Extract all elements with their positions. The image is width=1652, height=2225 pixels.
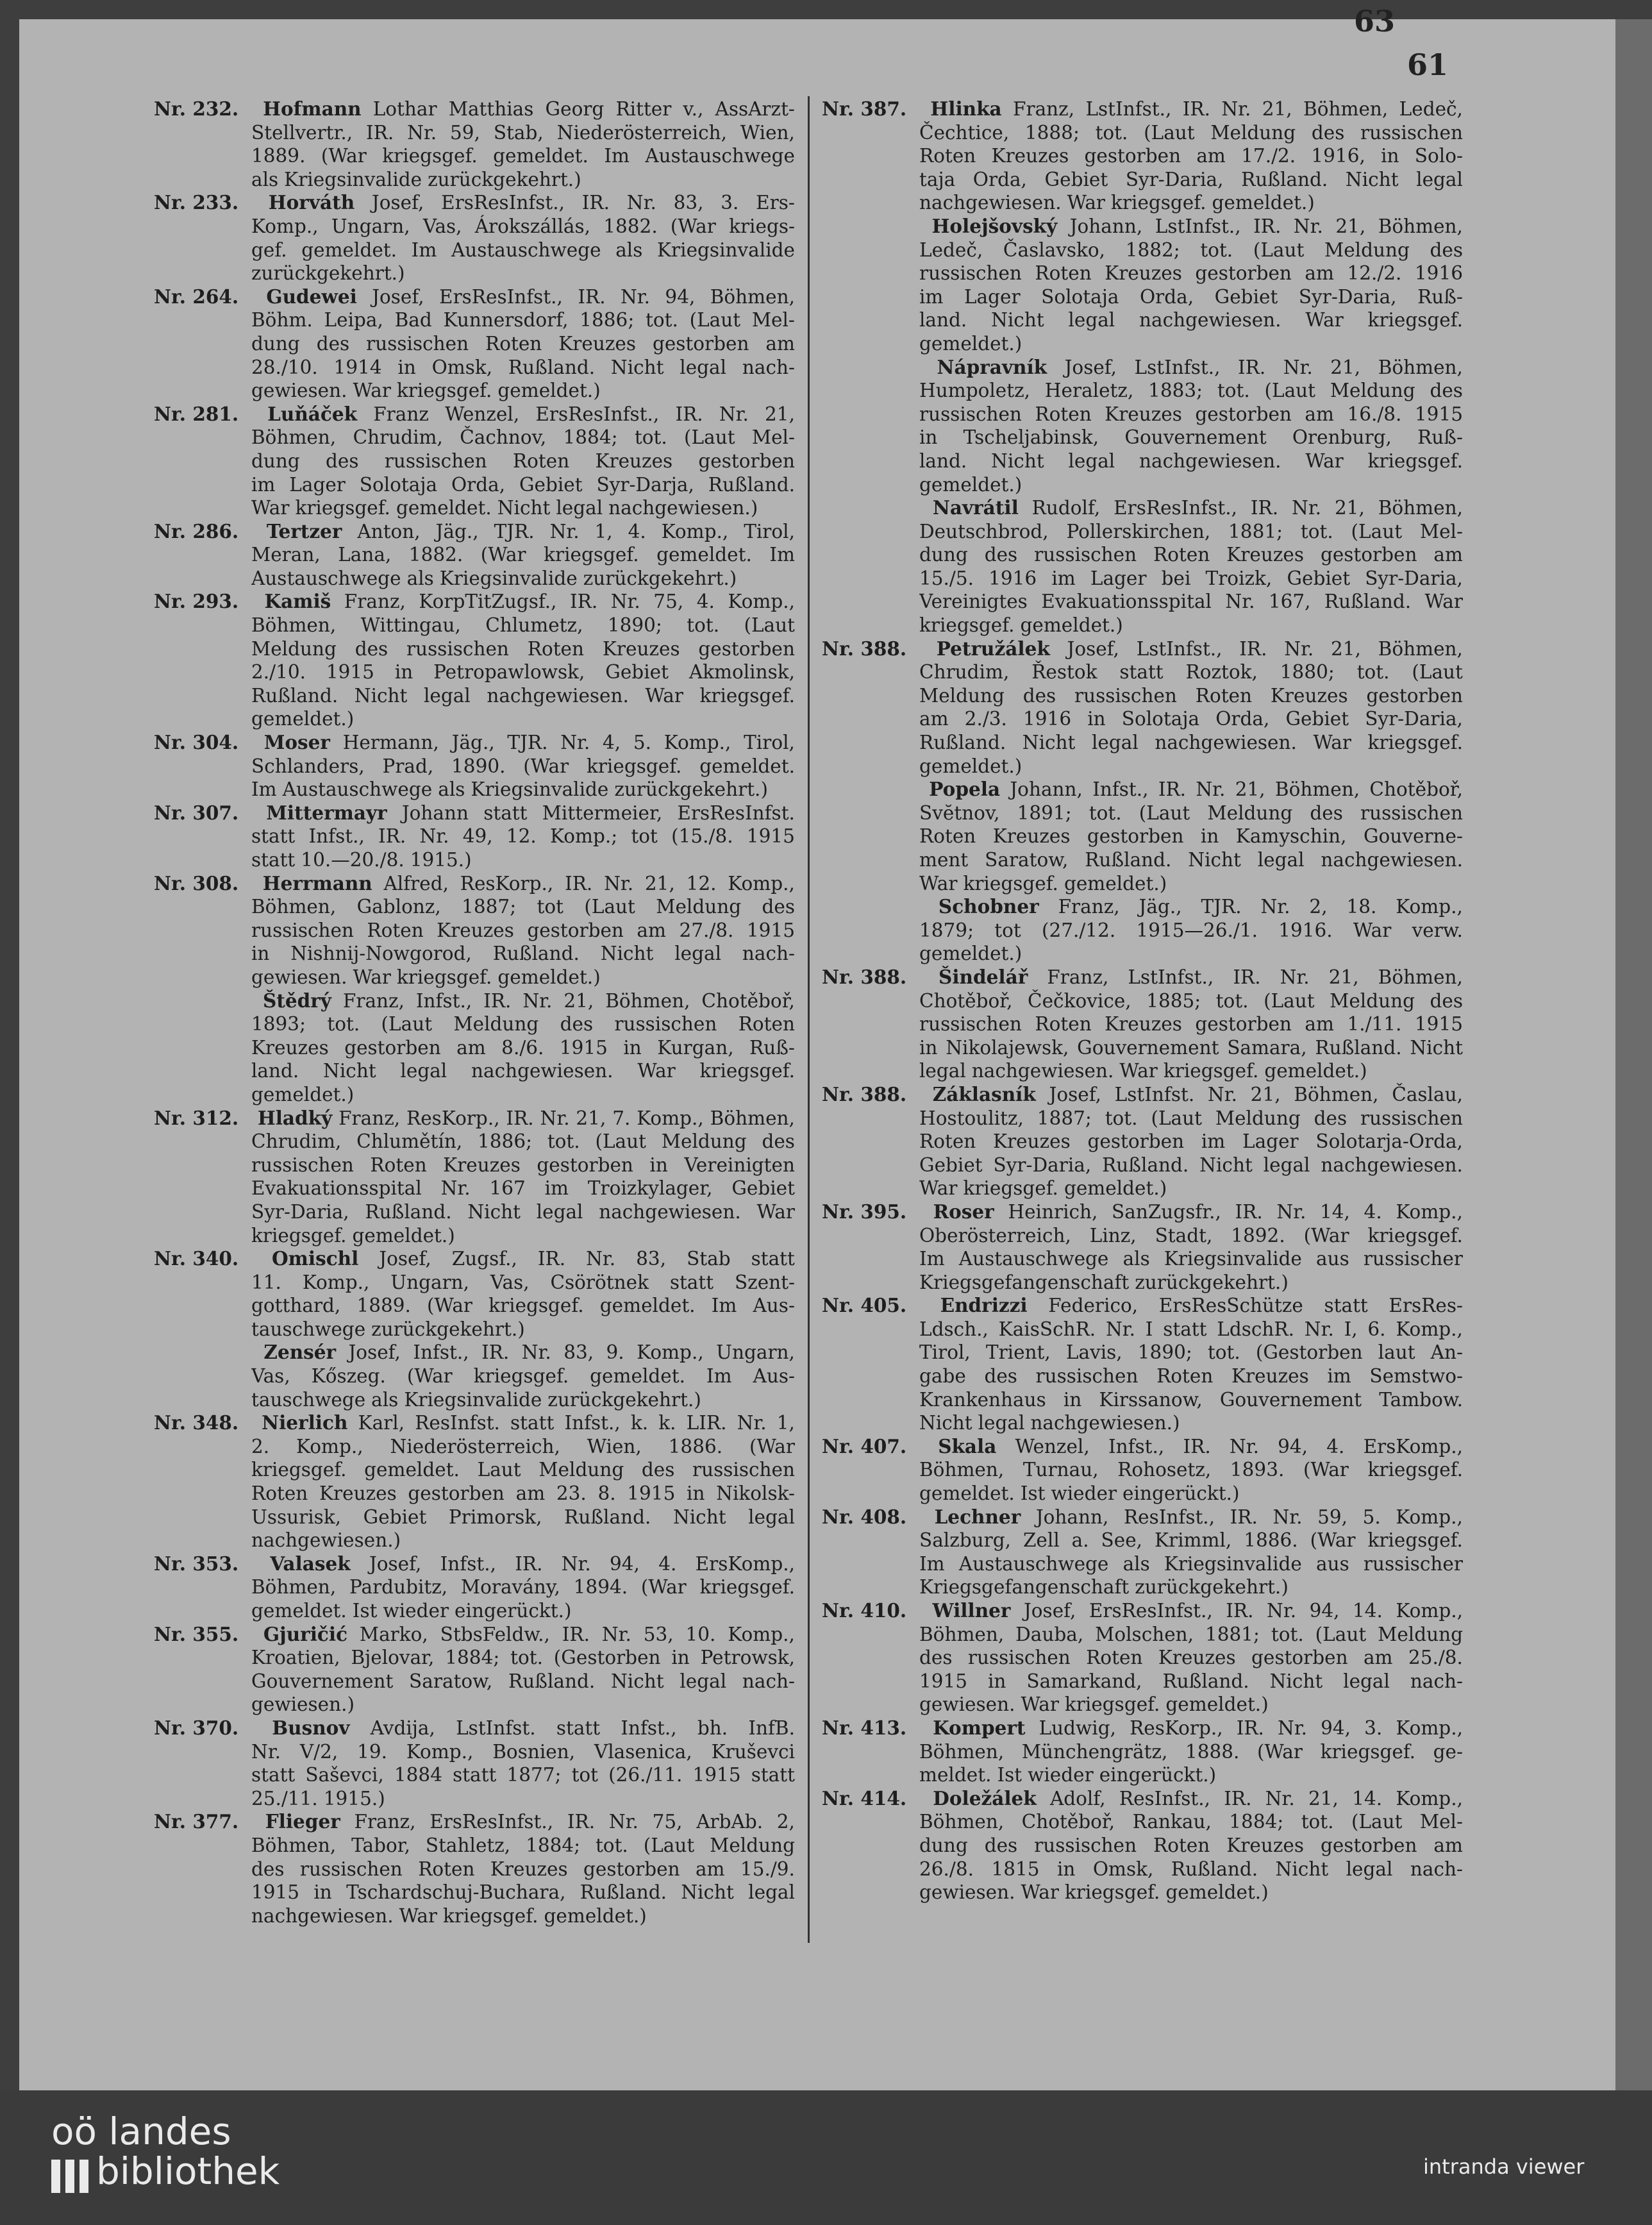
entry-number: Nr. 264.	[154, 285, 239, 308]
entry-line: dung des russischen Roten Kreuzes gestorben am	[919, 1834, 1463, 1856]
entry-line: Nicht legal nachgewiesen.)	[919, 1412, 1180, 1434]
entry-line: gotthard, 1889. (War kriegsgef. gemeldet. Im Aus-	[251, 1295, 795, 1317]
entry-line: im Lager Solotaja Orda, Gebiet Syr-Darja, Rußland.	[251, 473, 795, 496]
entry	[822, 496, 1463, 637]
entry-line: Nr. 355. Gjuričić Marko, StbsFeldw., IR. Nr. 53, 10. Komp.,	[154, 1622, 795, 1645]
entry-line: Nr. 308. Herrmann Alfred, ResKorp., IR. Nr. 21, 12. Komp.,	[154, 871, 795, 894]
entry-number: Nr. 340.	[154, 1247, 239, 1270]
entry-line: in Nikolajewsk, Gouvernement Samara, Rußland. Nicht	[919, 1036, 1463, 1059]
entry-line: land. Nicht legal nachgewiesen. War kriegsgef.	[919, 449, 1463, 472]
entry-line: Nr. 340. Omischl Josef, Zugsf., IR. Nr. 83, Stab statt	[154, 1247, 795, 1270]
entry-line: russischen Roten Kreuzes gestorben am 27./8. 1915	[251, 919, 795, 941]
entry	[822, 637, 1463, 778]
entry	[154, 403, 795, 520]
entry	[154, 1341, 795, 1411]
entry-line: Nr. 353. Valasek Josef, Infst., IR. Nr. 94, 4. ErsKomp.,	[154, 1552, 795, 1575]
entry-number: Nr. 304.	[154, 731, 239, 754]
entry-number: Nr. 414.	[822, 1786, 907, 1809]
entry-line: 1915 in Tschardschuj-Buchara, Rußland. Nicht legal	[251, 1881, 795, 1904]
entry-number: Nr. 348.	[154, 1411, 239, 1434]
entry-line: 28./10. 1914 in Omsk, Rußland. Nicht legal nach-	[251, 356, 795, 378]
entry-line: legal nachgewiesen. War kriegsgef. gemeldet.)	[919, 1060, 1367, 1082]
entry-line: Nr. 232. Hofmann Lothar Matthias Georg Ritter v., AssArzt-	[154, 97, 795, 120]
entry	[822, 895, 1463, 966]
entry-line: Vas, Kőszeg. (War kriegsgef. gemeldet. Im Aus-	[251, 1365, 795, 1388]
entry	[154, 191, 795, 285]
entry-line: tauschwege zurückgekehrt.)	[251, 1318, 525, 1340]
entry-number: Nr. 410.	[822, 1599, 907, 1622]
entry-line: Kriegsgefangenschaft zurückgekehrt.)	[919, 1271, 1289, 1293]
entry-line: gemeldet.)	[919, 755, 1022, 777]
column-divider	[808, 96, 810, 1943]
entry-line: Nr. 414. Doležálek Adolf, ResInfst., IR. Nr. 21, 14. Komp.,	[822, 1786, 1463, 1809]
entry-line: russischen Roten Kreuzes gestorben am 1./11. 1915	[919, 1013, 1463, 1036]
entry-line: Svĕtnov, 1891; tot. (Laut Meldung des russischen	[919, 802, 1463, 824]
entry-line: 1889. (War kriegsgef. gemeldet. Im Austauschwege	[251, 145, 795, 167]
entry-line: Nr. 348. Nierlich Karl, ResInfst. statt Infst., k. k. LIR. Nr. 1,	[154, 1411, 795, 1434]
entry-line: War kriegsgef. gemeldet. Nicht legal nachgewiesen.)	[251, 497, 758, 519]
entry	[154, 872, 795, 989]
entry-number: Nr. 281.	[154, 402, 239, 425]
entry-line: Komp., Ungarn, Vas, Árokszállás, 1882. (War kriegs-	[251, 215, 795, 237]
entry-line: Kroatien, Bjelovar, 1884; tot. (Gestorben in Petrowsk,	[251, 1647, 795, 1669]
entry	[154, 1247, 795, 1341]
entry-line: 1893; tot. (Laut Meldung des russischen Roten	[251, 1013, 795, 1036]
entry-line: Böhmen, Turnau, Rohosetz, 1893. (War kriegsgef.	[919, 1459, 1463, 1481]
entry-line: Meldung des russischen Roten Kreuzes gestorben	[919, 684, 1463, 707]
entry	[822, 1599, 1463, 1717]
entry-line: Im Austauschwege als Kriegsinvalide aus russischer	[919, 1552, 1463, 1575]
entry	[822, 1435, 1463, 1506]
entry-line: Nr. 281. Luňáček Franz Wenzel, ErsResInfst., IR. Nr. 21,	[154, 402, 795, 425]
left-column	[154, 97, 795, 1927]
entry-line: russischen Roten Kreuzes gestorben am 16./8. 1915	[919, 403, 1463, 425]
entry-line: Nápravník Josef, LstInfst., IR. Nr. 21, Böhmen,	[822, 356, 1463, 380]
entry-line: des russischen Roten Kreuzes gestorben am 15./9.	[251, 1858, 795, 1880]
entry-line: nachgewiesen. War kriegsgef. gemeldet.)	[251, 1904, 647, 1927]
entry-line: Syr-Daria, Rußland. Nicht legal nachgewiesen. War	[251, 1200, 795, 1223]
entry-line: gemeldet. Ist wieder eingerückt.)	[251, 1600, 572, 1622]
entry-line: Roten Kreuzes gestorben am 23. 8. 1915 in Nikolsk-	[251, 1482, 795, 1505]
viewer-label: intranda viewer	[1423, 2154, 1585, 2179]
entry-line: 26./8. 1815 in Omsk, Rußland. Nicht legal nach-	[919, 1858, 1463, 1880]
entry-line: Kreuzes gestorben am 8./6. 1915 in Kurgan, Ruß-	[251, 1036, 795, 1059]
entry	[154, 989, 795, 1107]
entry-line: Gouvernement Saratow, Rußland. Nicht legal nach-	[251, 1670, 795, 1692]
entry-line: 25./11. 1915.)	[251, 1787, 385, 1809]
entry-line: russischen Roten Kreuzes gestorben am 12./2. 1916	[919, 262, 1463, 285]
entry-number: Nr. 308.	[154, 871, 239, 894]
entry-line: statt 10.—20./8. 1915.)	[251, 849, 472, 871]
entry-line: Nr. 407. Skala Wenzel, Infst., IR. Nr. 94, 4. ErsKomp.,	[822, 1434, 1463, 1457]
entry	[822, 97, 1463, 215]
entry-number	[822, 496, 919, 520]
entry-line: gemeldet. Ist wieder eingerückt.)	[919, 1482, 1240, 1505]
entry-line: Popela Johann, Infst., IR. Nr. 21, Böhmen, Chotěboř,	[822, 778, 1463, 802]
entry-line: kriegsgef. gemeldet.)	[251, 1224, 455, 1247]
entry	[822, 1717, 1463, 1787]
entry-line: Nr. 388. Šindelář Franz, LstInfst., IR. Nr. 21, Böhmen,	[822, 965, 1463, 988]
entry-number: Nr. 232.	[154, 97, 239, 120]
entry-line: Nr. 413. Kompert Ludwig, ResKorp., IR. Nr. 94, 3. Komp.,	[822, 1716, 1463, 1739]
entry-line: Navrátil Rudolf, ErsResInfst., IR. Nr. 21, Böhmen,	[822, 496, 1463, 520]
library-logo-icon	[51, 2160, 90, 2193]
entry-line: als Kriegsinvalide zurückgekehrt.)	[251, 168, 581, 190]
entry-number: Nr. 413.	[822, 1716, 907, 1739]
entry-line: Ussurisk, Gebiet Primorsk, Rußland. Nicht legal	[251, 1506, 795, 1528]
entry-line: gewiesen.)	[251, 1693, 355, 1716]
entry-line: 11. Komp., Ungarn, Vas, Csörötnek statt Szent-	[251, 1271, 795, 1293]
entry-line: Tirol, Trient, Lavis, 1890; tot. (Gestorben laut An-	[919, 1341, 1463, 1364]
entry-line: Nr. 293. Kamiš Franz, KorpTitZugsf., IR. Nr. 75, 4. Komp.,	[154, 590, 795, 613]
entry-line: Im Austauschwege als Kriegsinvalide zurückgekehrt.)	[251, 778, 768, 801]
entry-line: gemeldet.)	[919, 473, 1022, 496]
entry-number: Nr. 307.	[154, 801, 239, 824]
entry-line: zurückgekehrt.)	[251, 262, 405, 285]
entry-line: gemeldet.)	[251, 1083, 355, 1105]
entry-number: Nr. 233.	[154, 191, 239, 214]
entry	[822, 1787, 1463, 1904]
entry-line: Deutschbrod, Pollerskirchen, 1881; tot. (Laut Mel-	[919, 520, 1463, 542]
entry-line: in Tscheljabinsk, Gouvernement Orenburg, Ruß-	[919, 426, 1463, 449]
entry-number: Nr. 387.	[822, 97, 907, 120]
entry-line: statt Infst., IR. Nr. 49, 12. Komp.; tot (15./8. 1915	[251, 825, 795, 848]
entry-line: im Lager Solotaja Orda, Gebiet Syr-Daria, Ruß-	[919, 285, 1463, 308]
entry-line: Meran, Lana, 1882. (War kriegsgef. gemeldet. Im	[251, 544, 795, 566]
entry-line: nachgewiesen. War kriegsgef. gemeldet.)	[919, 192, 1315, 214]
entry-line: gewiesen. War kriegsgef. gemeldet.)	[251, 380, 601, 402]
entry-line: Ldsch., KaisSchR. Nr. I statt LdschR. Nr. I, 6. Komp.,	[919, 1318, 1463, 1340]
entry	[822, 1200, 1463, 1294]
entry-line: Meldung des russischen Roten Kreuzes gestorben	[251, 637, 795, 660]
entry-line: kriegsgef. gemeldet.)	[919, 614, 1123, 637]
entry-number: Nr. 408.	[822, 1505, 907, 1528]
entry-number: Nr. 388.	[822, 965, 907, 988]
entry	[154, 1552, 795, 1623]
entry-line: dung des russischen Roten Kreuzes gestorben am	[251, 332, 795, 355]
library-logo-line2: bibliothek	[96, 2149, 280, 2193]
entry-line: War kriegsgef. gemeldet.)	[919, 1177, 1167, 1200]
entry-line: Schlanders, Prad, 1890. (War kriegsgef. gemeldet.	[251, 755, 795, 777]
entry	[154, 520, 795, 591]
entry-line: Nr. 286. Tertzer Anton, Jäg., TJR. Nr. 1, 4. Komp., Tirol,	[154, 519, 795, 542]
entry-line: Böhmen, Dauba, Molschen, 1881; tot. (Laut Meldung	[919, 1623, 1463, 1645]
entry-line: 15./5. 1916 im Lager bei Troizk, Gebiet Syr-Daria,	[919, 567, 1463, 589]
entry-line: Nr. 395. Roser Heinrich, SanZugsfr., IR. Nr. 14, 4. Komp.,	[822, 1200, 1463, 1223]
entry-line: land. Nicht legal nachgewiesen. War kriegsgef.	[919, 309, 1463, 332]
entry-line: gewiesen. War kriegsgef. gemeldet.)	[919, 1693, 1269, 1716]
entry-line: Štědrý Franz, Infst., IR. Nr. 21, Böhmen, Chotěboř,	[154, 989, 795, 1013]
entry-number	[822, 356, 919, 380]
entry-line: Humpoletz, Heraletz, 1883; tot. (Laut Meldung des	[919, 380, 1463, 402]
entry-line: Nr. 233. Horváth Josef, ErsResInfst., IR. Nr. 83, 3. Ers-	[154, 191, 795, 214]
entry-line: in Nishnij-Nowgorod, Rußland. Nicht legal nach-	[251, 943, 795, 965]
entry-line: Böhmen, Chrudim, Čachnov, 1884; tot. (Laut Mel-	[251, 426, 795, 449]
entry-line: Evakuationsspital Nr. 167 im Troizkylager, Gebiet	[251, 1177, 795, 1200]
entry-line: War kriegsgef. gemeldet.)	[919, 872, 1167, 894]
right-column	[822, 97, 1463, 1904]
entry-line: Nr. 405. Endrizzi Federico, ErsResSchütze statt ErsRes-	[822, 1294, 1463, 1317]
entry-line: Nr. 387. Hlinka Franz, LstInfst., IR. Nr. 21, Böhmen, Ledeč,	[822, 97, 1463, 120]
entry-line: Böhmen, Pardubitz, Moravány, 1894. (War kriegsgef.	[251, 1576, 795, 1599]
entry-line: gef. gemeldet. Im Austauschwege als Kriegsinvalide	[251, 239, 795, 261]
entry-line: Nr. 408. Lechner Johann, ResInfst., IR. Nr. 59, 5. Komp.,	[822, 1505, 1463, 1528]
entry-line: Rußland. Nicht legal nachgewiesen. War kriegsgef.	[251, 684, 795, 707]
entry-line: Hostoulitz, 1887; tot. (Laut Meldung des russischen	[919, 1107, 1463, 1129]
entry-line: taja Orda, Gebiet Syr-Daria, Rußland. Nicht legal	[919, 168, 1463, 190]
entry-line: gemeldet.)	[919, 332, 1022, 355]
entry-number	[822, 895, 919, 919]
entry-line: meldet. Ist wieder eingerückt.)	[919, 1764, 1217, 1786]
entry-line: gemeldet.)	[251, 708, 355, 730]
entry	[154, 1411, 795, 1552]
entry-line: Zensér Josef, Infst., IR. Nr. 83, 9. Komp., Ungarn,	[154, 1341, 795, 1364]
page-number-outer: 63	[1354, 4, 1396, 38]
entry-number	[154, 989, 251, 1013]
entry	[154, 802, 795, 872]
entry	[822, 356, 1463, 497]
entry	[822, 966, 1463, 1083]
entry-number	[154, 1341, 251, 1364]
entry	[822, 1294, 1463, 1435]
page-edge	[1615, 19, 1652, 2090]
entry-line: ment Saratow, Rußland. Nicht legal nachgewiesen.	[919, 849, 1463, 871]
entry-line: Nr. 410. Willner Josef, ErsResInfst., IR. Nr. 94, 14. Komp.,	[822, 1599, 1463, 1622]
entry	[154, 285, 795, 403]
entry-line: Nr. 307. Mittermayr Johann statt Mittermeier, ErsResInfst.	[154, 801, 795, 824]
entry-line: Nr. 370. Busnov Avdija, LstInfst. statt Infst., bh. InfB.	[154, 1716, 795, 1739]
entry-line: Böhmen, Tabor, Stahletz, 1884; tot. (Laut Meldung	[251, 1834, 795, 1856]
entry-line: gewiesen. War kriegsgef. gemeldet.)	[251, 966, 601, 988]
entry-line: dung des russischen Roten Kreuzes gestorben	[251, 449, 795, 472]
entry-line: tauschwege als Kriegsinvalide zurückgekehrt.)	[251, 1388, 701, 1411]
entry-line: Oberösterreich, Linz, Stadt, 1892. (War kriegsgef.	[919, 1224, 1463, 1247]
entry-line: gewiesen. War kriegsgef. gemeldet.)	[919, 1881, 1269, 1904]
entry-line: Stellvertr., IR. Nr. 59, Stab, Niederösterreich, Wien,	[251, 121, 795, 144]
entry-number: Nr. 286.	[154, 519, 239, 542]
entry-line: Austauschwege als Kriegsinvalide zurückgekehrt.)	[251, 567, 737, 589]
entry-number: Nr. 395.	[822, 1200, 907, 1223]
entry	[154, 1717, 795, 1810]
entry-line: Roten Kreuzes gestorben in Kamyschin, Gouverne-	[919, 825, 1463, 848]
entry-line: Nr. 304. Moser Hermann, Jäg., TJR. Nr. 4, 5. Komp., Tirol,	[154, 731, 795, 754]
entry-line: Schobner Franz, Jäg., TJR. Nr. 2, 18. Komp.,	[822, 895, 1463, 919]
entry-line: des russischen Roten Kreuzes gestorben am 25./8.	[919, 1647, 1463, 1669]
entry-line: statt Saševci, 1884 statt 1877; tot (26./11. 1915 statt	[251, 1764, 795, 1786]
entry-line: Roten Kreuzes gestorben im Lager Solotarja-Orda,	[919, 1130, 1463, 1153]
viewer-footer	[0, 2090, 1652, 2225]
entry-line: Krankenhaus in Kirssanow, Gouvernement Tambow.	[919, 1388, 1463, 1411]
entry-number: Nr. 293.	[154, 590, 239, 613]
entry-number	[822, 215, 919, 239]
entry-line: am 2./3. 1916 in Solotaja Orda, Gebiet Syr-Daria,	[919, 708, 1463, 730]
entry	[154, 1623, 795, 1717]
entry-line: Nr. 312. Hladký Franz, ResKorp., IR. Nr. 21, 7. Komp., Böhmen,	[154, 1106, 795, 1129]
entry-line: Roten Kreuzes gestorben am 17./2. 1916, in Solo-	[919, 145, 1463, 167]
entry-line: gemeldet.)	[919, 943, 1022, 965]
entry-line: Nr. 264. Gudewei Josef, ErsResInfst., IR. Nr. 94, Böhmen,	[154, 285, 795, 308]
entry-number: Nr. 355.	[154, 1622, 239, 1645]
entry	[154, 1107, 795, 1248]
entry-line: 2. Komp., Niederösterreich, Wien, 1886. (War	[251, 1435, 795, 1457]
entry-line: Chrudim, Řestok statt Roztok, 1880; tot. (Laut	[919, 661, 1463, 684]
entry-line: gabe des russischen Roten Kreuzes im Semstwo-	[919, 1365, 1463, 1388]
entry-line: Nr. 377. Flieger Franz, ErsResInfst., IR. Nr. 75, ArbAb. 2,	[154, 1810, 795, 1833]
entry-number: Nr. 353.	[154, 1552, 239, 1575]
entry	[154, 590, 795, 731]
entry-line: russischen Roten Kreuzes gestorben in Vereinigten	[251, 1154, 795, 1176]
entry-line: Vereinigtes Evakuationsspital Nr. 167, Rußland. War	[919, 591, 1463, 613]
entry-line: Čechtice, 1888; tot. (Laut Meldung des russischen	[919, 121, 1463, 144]
entry-line: dung des russischen Roten Kreuzes gestorben am	[919, 544, 1463, 566]
entry-line: Böhmen, Chotěboř, Rankau, 1884; tot. (Laut Mel-	[919, 1811, 1463, 1833]
entry-line: Nr. 388. Záklasník Josef, LstInfst. Nr. 21, Böhmen, Časlau,	[822, 1082, 1463, 1105]
entry-number: Nr. 407.	[822, 1434, 907, 1457]
entry-line: Rußland. Nicht legal nachgewiesen. War kriegsgef.	[919, 732, 1463, 754]
entry-number: Nr. 370.	[154, 1716, 239, 1739]
page-number-inner: 61	[1407, 47, 1449, 82]
entry-number	[822, 778, 919, 802]
entry-line: Böhm. Leipa, Bad Kunnersdorf, 1886; tot. (Laut Mel-	[251, 309, 795, 332]
entry-line: Ledeč, Časlavsko, 1882; tot. (Laut Meldung des	[919, 239, 1463, 261]
entry-line: Böhmen, Münchengrätz, 1888. (War kriegsgef. ge-	[919, 1740, 1463, 1763]
entry-line: Gebiet Syr-Daria, Rußland. Nicht legal nachgewiesen.	[919, 1154, 1463, 1176]
entry-line: Holejšovský Johann, LstInfst., IR. Nr. 21, Böhmen,	[822, 215, 1463, 239]
entry-line: Im Austauschwege als Kriegsinvalide aus russischer	[919, 1248, 1463, 1270]
entry-number: Nr. 405.	[822, 1294, 907, 1317]
entry-line: kriegsgef. gemeldet. Laut Meldung des russischen	[251, 1459, 795, 1481]
entry-line: nachgewiesen.)	[251, 1529, 401, 1552]
entry-line: 1915 in Samarkand, Rußland. Nicht legal nach-	[919, 1670, 1463, 1692]
entry	[822, 1083, 1463, 1200]
entry	[822, 778, 1463, 895]
entry-line: Böhmen, Gablonz, 1887; tot (Laut Meldung des	[251, 896, 795, 918]
entry-line: 1879; tot (27./12. 1915—26./1. 1916. War verw.	[919, 919, 1463, 941]
entry	[154, 1810, 795, 1927]
entry	[822, 1506, 1463, 1599]
entry-line: Salzburg, Zell a. See, Krimml, 1886. (War kriegsgef.	[919, 1529, 1463, 1552]
library-logo-line1: oö landes	[51, 2110, 231, 2153]
entry-line: Böhmen, Wittingau, Chlumetz, 1890; tot. (Laut	[251, 614, 795, 637]
entry-number: Nr. 388.	[822, 637, 907, 660]
entry-line: Nr. V/2, 19. Komp., Bosnien, Vlasenica, Kruševci	[251, 1740, 795, 1763]
entry-line: land. Nicht legal nachgewiesen. War kriegsgef.	[251, 1060, 795, 1082]
entry-line: 2./10. 1915 in Petropawlowsk, Gebiet Akmolinsk,	[251, 661, 795, 684]
entry-line: Nr. 388. Petružálek Josef, LstInfst., IR. Nr. 21, Böhmen,	[822, 637, 1463, 660]
entry-line: Chrudim, Chlumětín, 1886; tot. (Laut Meldung des	[251, 1130, 795, 1153]
entry-number: Nr. 312.	[154, 1106, 239, 1129]
entry-number: Nr. 377.	[154, 1810, 239, 1833]
entry-line: Chotěboř, Čečkovice, 1885; tot. (Laut Meldung des	[919, 989, 1463, 1012]
entry-line: Kriegsgefangenschaft zurückgekehrt.)	[919, 1576, 1289, 1599]
entry	[822, 215, 1463, 356]
entry	[154, 97, 795, 191]
entry	[154, 731, 795, 802]
entry-number: Nr. 388.	[822, 1082, 907, 1105]
